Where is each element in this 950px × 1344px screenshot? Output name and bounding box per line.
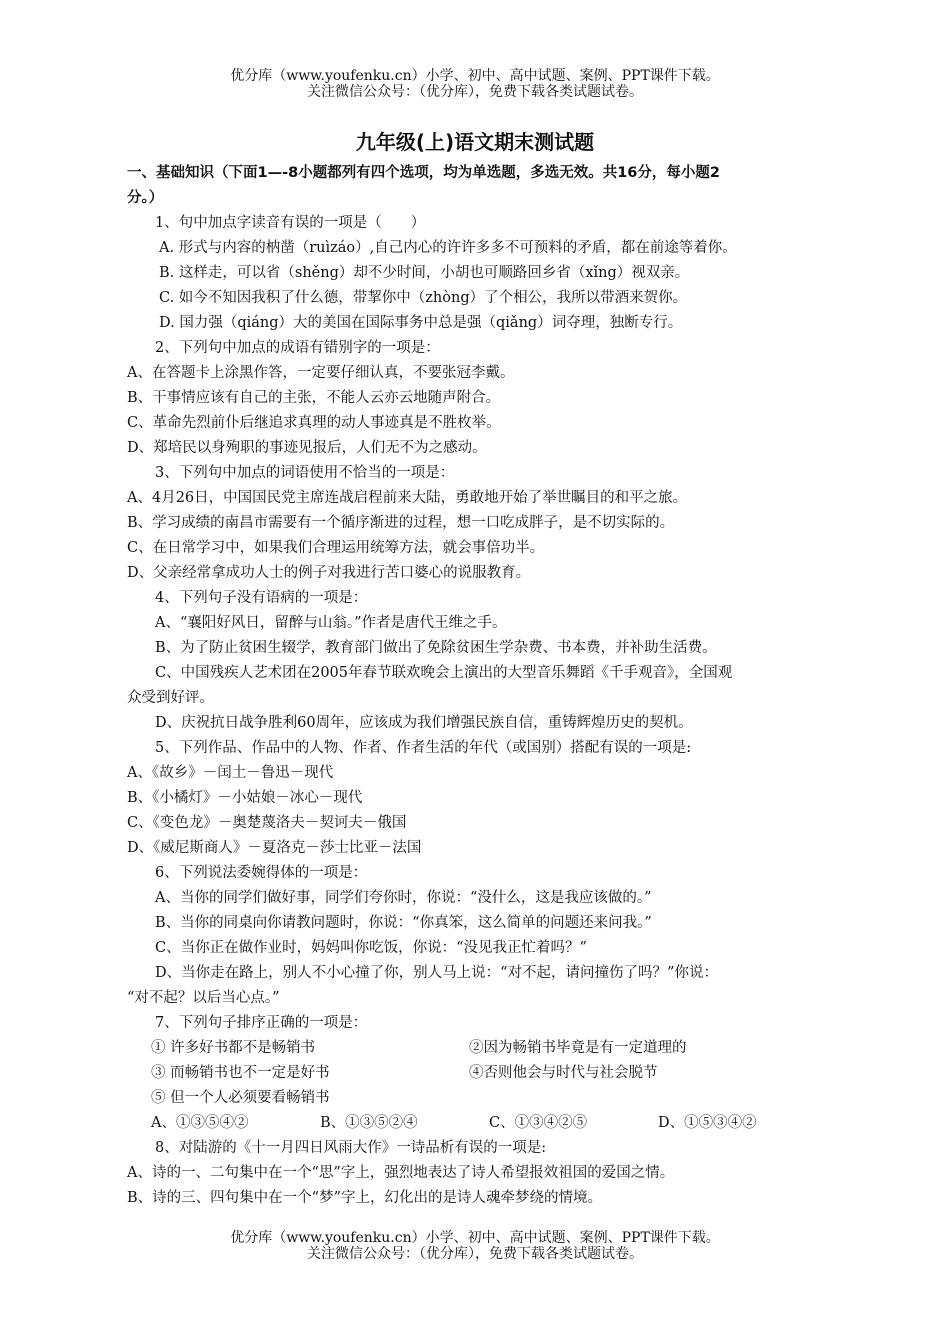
- question-7-option-b: B、①③⑤②④: [320, 1115, 418, 1131]
- question-2-option-d: D、郑培民以身殉职的事迹见报后，人们无不为之感动。: [127, 440, 487, 456]
- question-7-sentences-row-2: [127, 1061, 827, 1086]
- question-1-option-d: D. 国力强（qiáng）大的美国在国际事务中总是强（qiǎng）词夺理，独断专行。: [159, 315, 683, 331]
- question-3-option-c: C、在日常学习中，如果我们合理运用统筹方法，就会事倍功半。: [127, 540, 545, 556]
- sentence-5: ⑤ 但一个人必须要看畅销书: [151, 1090, 330, 1106]
- question-6-option-a: A、当你的同学们做好事，同学们夸你时，你说：“没什么，这是我应该做的。”: [155, 890, 652, 906]
- question-list: [127, 211, 827, 1211]
- question-3-option-d: D、父亲经常拿成功人士的例子对我进行苦口婆心的说服教育。: [127, 565, 531, 581]
- footer-line-2: 关注微信公众号：（优分库），免费下载各类试题试卷。: [307, 1246, 643, 1262]
- question-6-option-d-cont: “对不起？以后当心点。”: [127, 990, 280, 1006]
- question-4-option-d: D、庆祝抗日战争胜利60周年，应该成为我们增强民族自信，重铸辉煌历史的契机。: [155, 715, 693, 731]
- question-6-stem: 6、下列说法委婉得体的一项是：: [155, 865, 368, 881]
- question-2-option-c: C、革命先烈前仆后继追求真理的动人事迹真是不胜枚举。: [127, 415, 501, 431]
- question-5-stem: 5、下列作品、作品中的人物、作者、作者生活的年代（或国别）搭配有误的一项是:: [155, 740, 692, 756]
- sentence-2: ②因为畅销书毕竟是有一定道理的: [469, 1040, 687, 1056]
- question-3-option-b: B、学习成绩的南昌市需要有一个循序渐进的过程，想一口吃成胖子，是不切实际的。: [127, 515, 675, 531]
- question-6-option-b: B、当你的同桌向你请教问题时，你说：“你真笨，这么简单的问题还来问我。”: [155, 915, 652, 931]
- question-4-stem: 4、下列句子没有语病的一项是：: [155, 590, 368, 606]
- question-7-option-d: D、①⑤③④②: [658, 1115, 757, 1131]
- section-1-heading: 一、基础知识（下面1—-8小题都列有四个选项，均为单选题，多选无效。共16分，每小题2 分。）: [127, 165, 720, 206]
- question-4-option-b: B、为了防止贫困生辍学，教育部门做出了免除贫困生学杂费、书本费，并补助生活费。: [155, 640, 717, 656]
- question-8-option-a: A、诗的一、二句集中在一个“思”字上，强烈地表达了诗人希望报效祖国的爱国之情。: [127, 1165, 675, 1181]
- header-line-2: 关注微信公众号：（优分库），免费下载各类试题试卷。: [307, 84, 643, 100]
- question-4-option-c-cont: 众受到好评。: [127, 690, 214, 706]
- question-4-option-a: A、“襄阳好风日，留醉与山翁。”作者是唐代王维之手。: [155, 615, 507, 631]
- question-5-option-c: C、《变色龙》－奥楚蔑洛夫－契诃夫－俄国: [127, 815, 407, 831]
- question-7-options: [127, 1111, 827, 1136]
- question-6-option-c: C、当你正在做作业时，妈妈叫你吃饭，你说：“没见我正忙着吗？”: [155, 940, 587, 956]
- question-6-option-d: D、当你走在路上，别人不小心撞了你，别人马上说：“对不起，请问撞伤了吗？”你说：: [155, 965, 718, 981]
- page-footer: [0, 1230, 950, 1262]
- question-7-stem: 7、下列句子排序正确的一项是：: [155, 1015, 368, 1031]
- question-5-option-d: D、《威尼斯商人》－夏洛克－莎士比亚－法国: [127, 840, 422, 856]
- question-3-option-a: A、4月26日，中国国民党主席连战启程前来大陆，勇敢地开始了举世瞩目的和平之旅。: [127, 490, 688, 506]
- page-header: [0, 68, 950, 100]
- question-2-option-a: A、在答题卡上涂黑作答，一定要仔细认真，不要张冠李戴。: [127, 365, 515, 381]
- question-1-option-b: B. 这样走，可以省（shěng）却不少时间，小胡也可顺路回乡省（xǐng）视双亲。: [159, 265, 690, 281]
- sentence-4: ④否则他会与时代与社会脱节: [469, 1065, 658, 1081]
- question-3-stem: 3、下列句中加点的词语使用不恰当的一项是：: [155, 465, 455, 481]
- sentence-1: ① 许多好书都不是畅销书: [151, 1040, 316, 1056]
- question-7-option-a: A、①③⑤④②: [151, 1115, 249, 1131]
- question-8-stem: 8、对陆游的《十一月四日风雨大作》一诗品析有误的一项是:: [155, 1140, 547, 1156]
- question-2-option-b: B、干事情应该有自己的主张，不能人云亦云地随声附合。: [127, 390, 501, 406]
- question-5-option-b: B、《小橘灯》－小姑娘－冰心－现代: [127, 790, 363, 806]
- footer-line-1: 优分库（www.youfenku.cn）小学、初中、高中试题、案例、PPT课件下载。: [230, 1230, 720, 1246]
- question-1-stem: 1、句中加点字读音有误的一项是（ ）: [155, 215, 426, 231]
- question-1-option-a: A. 形式与内容的枘凿（ruìzáo）,自己内心的许许多多不可预料的矛盾，都在前途等着你。: [159, 240, 737, 256]
- question-8-option-b: B、诗的三、四句集中在一个“梦”字上，幻化出的是诗人魂牵梦绕的情境。: [127, 1190, 602, 1206]
- question-7-sentences-row-1: [127, 1036, 827, 1061]
- question-7-option-c: C、①③④②⑤: [489, 1115, 588, 1131]
- question-1-option-c: C. 如今不知因我积了什么德，带挈你中（zhòng）了个相公，我所以带酒来贺你。: [159, 290, 688, 306]
- question-4-option-c: C、中国残疾人艺术团在2005年春节联欢晚会上演出的大型音乐舞蹈《千手观音》，全国观: [155, 665, 733, 681]
- question-5-option-a: A、《故乡》－闰土－鲁迅－现代: [127, 765, 334, 781]
- question-7-sentences-row-3: [127, 1086, 827, 1111]
- page-title: 九年级(上)语文期末测试题: [355, 130, 595, 154]
- sentence-3: ③ 而畅销书也不一定是好书: [151, 1065, 330, 1081]
- question-2-stem: 2、下列句中加点的成语有错别字的一项是：: [155, 340, 440, 356]
- header-line-1: 优分库（www.youfenku.cn）小学、初中、高中试题、案例、PPT课件下载。: [230, 68, 720, 84]
